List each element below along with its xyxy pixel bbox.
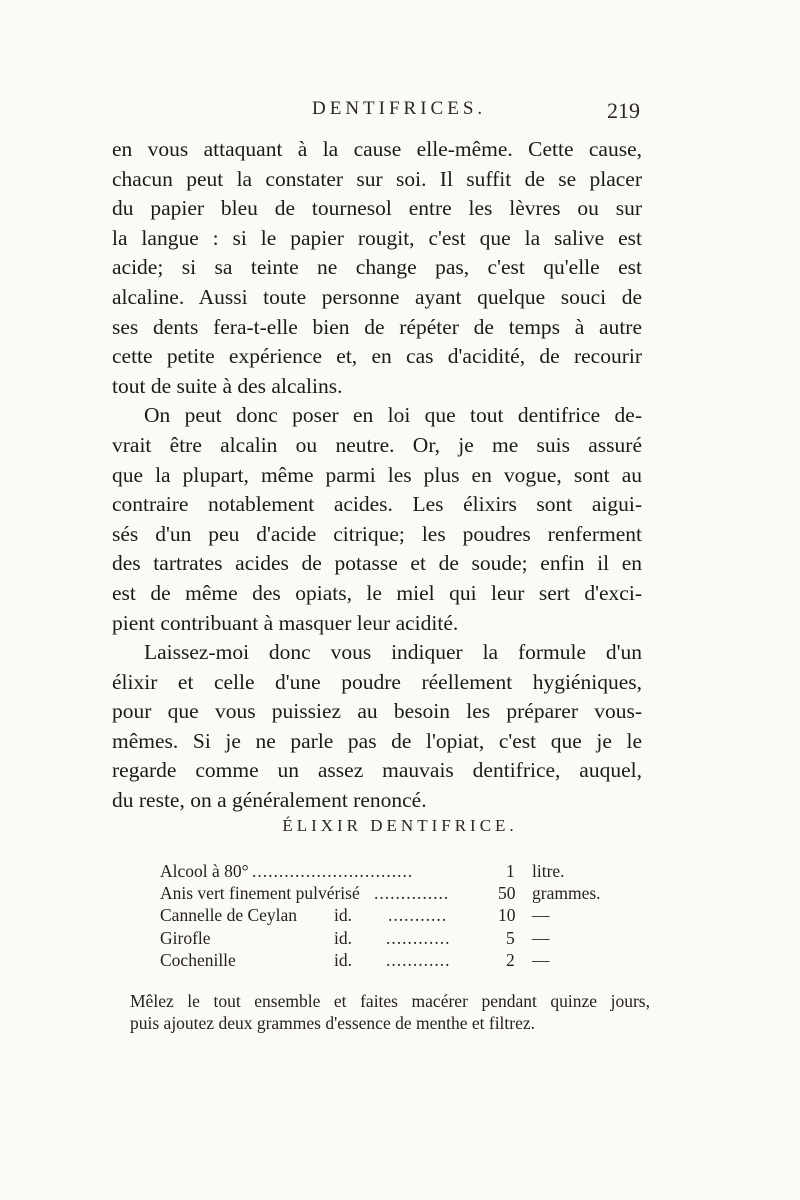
ingredient-idem: id.: [334, 905, 352, 926]
body-line: alcaline. Aussi toute personne ayant quelque souci de: [112, 284, 642, 309]
ingredient-unit: —: [532, 949, 550, 970]
instruction-line: Mêlez le tout ensemble et faites macérer pendant quinze jours,: [130, 991, 650, 1011]
body-line: On peut donc poser en loi que tout dentifrice de-: [144, 403, 642, 428]
body-line: contraire notablement acides. Les élixirs sont aigui-: [112, 492, 642, 517]
ingredient-quantity: 1: [506, 861, 515, 881]
ingredient-row: [160, 927, 620, 949]
ingredient-row: [160, 949, 620, 971]
body-line: pour que vous puissiez au besoin les préparer vous-: [112, 699, 642, 724]
ingredient-name: Cannelle de Ceylan: [160, 905, 298, 926]
leader-dots: ..............................: [252, 861, 414, 881]
body-text: [112, 135, 642, 816]
ingredient-name: Alcool à 80°: [160, 861, 249, 881]
body-line: que la plupart, même parmi les plus en vogue, sont au: [112, 462, 642, 487]
page-number: 219: [607, 98, 640, 123]
body-line: vrait être alcalin ou neutre. Or, je me suis assuré: [112, 432, 642, 457]
body-line: sés d'un peu d'acide citrique; les poudres renferment: [112, 521, 642, 546]
body-line: pient contribuant à masquer leur acidité.: [112, 610, 459, 635]
body-line: acide; si sa teinte ne change pas, c'est qu'elle est: [112, 255, 642, 280]
body-line: du reste, on a généralement renoncé.: [112, 788, 427, 813]
body-line: Laissez-moi donc vous indiquer la formule d'un: [144, 640, 642, 665]
body-line: ses dents fera-t-elle bien de répéter de temps à autre: [112, 314, 642, 339]
ingredient-idem: id.: [334, 949, 352, 970]
recipe-title: ÉLIXIR DENTIFRICE.: [282, 816, 518, 835]
recipe-instructions: [130, 990, 650, 1034]
ingredient-row: [160, 860, 620, 882]
leader-dots: ............: [386, 927, 451, 948]
ingredient-quantity: 50: [498, 883, 516, 904]
leader-dots: ..............: [374, 883, 450, 904]
body-line: mêmes. Si je ne parle pas de l'opiat, c'est que je le: [112, 728, 642, 753]
body-line: est de même des opiats, le miel qui leur sert d'exci-: [112, 580, 642, 605]
ingredient-idem: id.: [334, 927, 352, 948]
body-line: élixir et celle d'une poudre réellement hygiéniques,: [112, 669, 642, 694]
ingredient-name: Cochenille: [160, 949, 236, 970]
ingredient-unit: —: [532, 927, 550, 948]
leader-dots: ............: [386, 949, 451, 970]
ingredient-name: Girofle: [160, 927, 211, 948]
ingredient-quantity: 10: [498, 905, 516, 926]
body-line: du papier bleu de tournesol entre les lèvres ou sur: [112, 196, 642, 221]
ingredient-list: [160, 860, 620, 971]
ingredient-name: Anis vert finement pulvérisé: [160, 883, 360, 904]
body-line: des tartrates acides de potasse et de soude; enfin il en: [112, 551, 642, 576]
leader-dots: ...........: [388, 905, 448, 926]
body-line: tout de suite à des alcalins.: [112, 373, 343, 398]
ingredient-quantity: 5: [506, 927, 515, 948]
body-line: la langue : si le papier rougit, c'est que la salive est: [112, 225, 642, 250]
ingredient-unit: —: [532, 905, 550, 926]
ingredient-quantity: 2: [506, 949, 515, 970]
running-title: DENTIFRICES.: [312, 98, 487, 119]
body-line: chacun peut la constater sur soi. Il suffit de se placer: [112, 166, 642, 191]
body-line: regarde comme un assez mauvais dentifrice, auquel,: [112, 758, 642, 783]
ingredient-unit: grammes.: [532, 883, 601, 904]
body-line: en vous attaquant à la cause elle-même. Cette cause,: [112, 137, 642, 161]
body-line: cette petite expérience et, en cas d'acidité, de recourir: [112, 344, 642, 369]
running-head: [112, 98, 640, 128]
ingredient-unit: litre.: [532, 861, 565, 881]
ingredient-row: [160, 882, 620, 904]
instruction-line: puis ajoutez deux grammes d'essence de menthe et filtrez.: [130, 1013, 536, 1033]
ingredient-row: [160, 904, 620, 926]
